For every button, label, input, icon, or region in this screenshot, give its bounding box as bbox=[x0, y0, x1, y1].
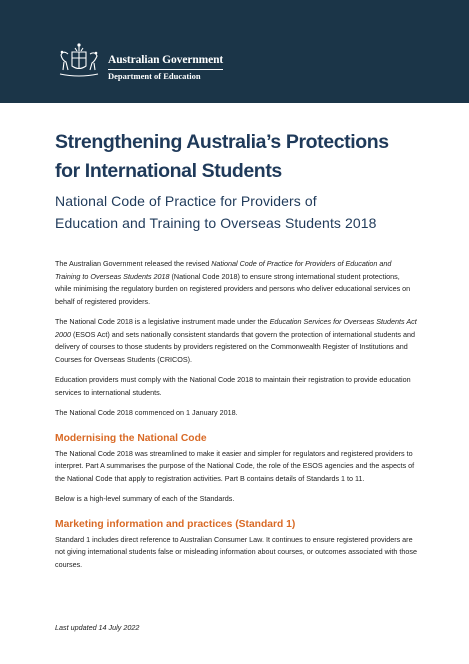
document-body bbox=[55, 128, 417, 571]
section-2-paragraph-1: Standard 1 includes direct reference to Australian Consumer Law. It continues to ensure registered providers are not giving international students false or misleading information about courses, or outcomes associated with those courses. bbox=[55, 534, 417, 569]
last-updated-note: Last updated 14 July 2022 bbox=[55, 623, 140, 632]
title-line-1: Strengthening Australia’s Protections bbox=[55, 131, 389, 153]
intro-paragraph-3: Education providers must comply with the National Code 2018 to maintain their registration to provide education services to international students. bbox=[55, 375, 411, 397]
section-1-paragraph-2: Below is a high-level summary of each of the Standards. bbox=[55, 494, 235, 503]
act-title-reference: Education Services for Overseas Students Act 2000 bbox=[55, 317, 417, 339]
document-subtitle bbox=[55, 190, 417, 234]
header-band bbox=[0, 0, 469, 103]
intro-paragraph-4: The National Code 2018 commenced on 1 January 2018. bbox=[55, 408, 238, 417]
government-wordmark bbox=[108, 52, 223, 82]
government-name: Australian Government bbox=[108, 54, 224, 66]
code-title-reference: National Code of Practice for Providers of Education and Training to Overseas Students 2018 bbox=[55, 259, 392, 281]
section-heading-marketing: Marketing information and practices (Standard 1) bbox=[55, 518, 296, 530]
department-name: Department of Education bbox=[108, 69, 223, 82]
intro-paragraph-1: The Australian Government released the revised National Code of Practice for Providers of Education and Training to Overseas Students 2018 (National Code 2018) to ensure strong international student protections, while minimising the regulatory burden on registered providers and persons who deliver educational services on behalf of registered providers. bbox=[55, 259, 411, 306]
document-title bbox=[55, 128, 417, 186]
title-line-2: for International Students bbox=[55, 160, 282, 182]
subtitle-line-1: National Code of Practice for Providers of bbox=[55, 193, 317, 209]
section-1-paragraph-1: The National Code 2018 was streamlined to make it easier and simpler for regulators and registered providers to interpret. Part A summarises the purpose of the National Code, the role of the ESOS agencies and the aspects of the National Code that apply to registration activities. Part B contains details of Standards 1 to 11. bbox=[55, 448, 415, 483]
section-heading-modernising: Modernising the National Code bbox=[55, 432, 207, 444]
subtitle-line-2: Education and Training to Overseas Students 2018 bbox=[55, 215, 377, 231]
coat-of-arms-icon bbox=[54, 40, 104, 80]
intro-paragraph-2: The National Code 2018 is a legislative instrument made under the Education Services for Overseas Students Act 2000 (ESOS Act) and sets nationally consistent standards that govern the protection of international students and delivery of courses to those students by providers registered on the Commonwealth Register of Institutions and Courses for Overseas Students (CRICOS). bbox=[55, 317, 417, 364]
